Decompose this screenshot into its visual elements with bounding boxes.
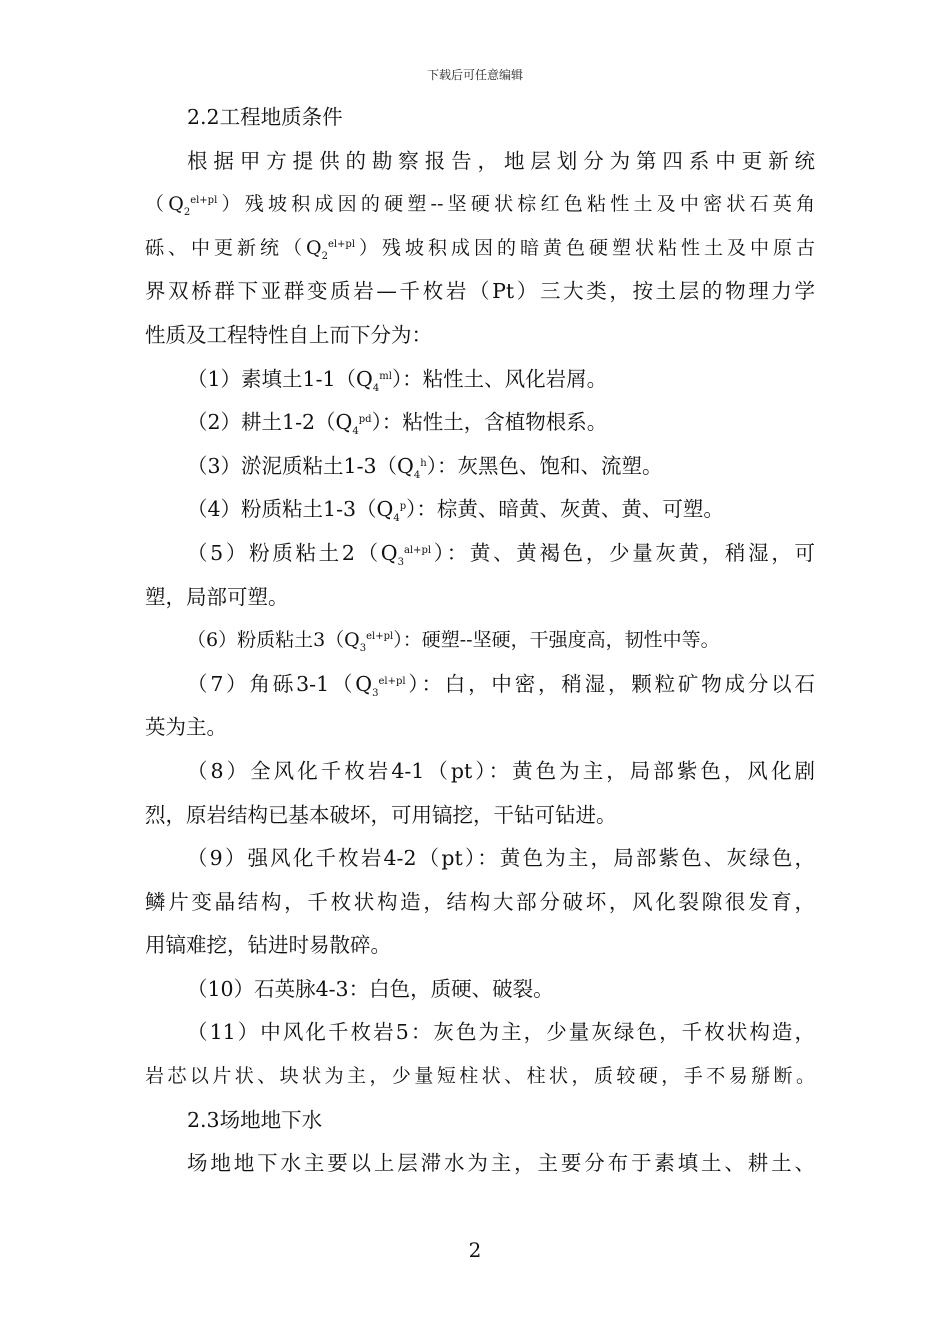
list-item-9-cont-2: 用镐难挖，钻进时易散碎。	[145, 933, 391, 958]
list-item-8-cont: 烈，原岩结构已基本破坏，可用镐挖，干钻可钻进。	[145, 802, 617, 827]
list-item-11-cont: 岩芯以片状、块状为主，少量短柱状、柱状，质较硬，手不易掰断。	[145, 1065, 815, 1088]
list-item-7-cont: 英为主。	[145, 715, 227, 740]
section-heading-2-2: 2.2工程地质条件	[187, 105, 343, 129]
list-item-11: （11）中风化千枚岩5：灰色为主，少量灰绿色，千枚状构造，	[187, 1020, 815, 1045]
list-item-9: （9）强风化千枚岩4-2（pt）：黄色为主，局部紫色、灰绿色，	[187, 846, 815, 871]
list-item-7: （7）角砾$3-1(Q_3^{el+pl})$：白，中密，稍湿，颗粒矿物成分以石	[187, 671, 815, 699]
list-item-9-cont-1: 鳞片变晶结构，千枚状构造，结构大部分破坏，风化裂隙很发育，	[145, 889, 815, 914]
list-item-8: （8）全风化千枚岩4-1（pt）：黄色为主，局部紫色，风化剧	[187, 758, 815, 783]
intro-line-4: 界双桥群下亚群变质岩—千枚岩（Pt）三大类，按土层的物理力学	[145, 279, 815, 304]
list-item-3: （3）淤泥质粘土$1-3(Q_4^h)$：灰黑色、饱和、流塑。	[187, 453, 663, 481]
page-header: 下载后可任意编辑	[426, 68, 523, 82]
list-item-2: （2）耕土$1-2(Q_4^{pd})$：粘性土，含植物根系。	[187, 410, 608, 438]
intro-line-5: 性质及工程特性自上而下分为：	[145, 322, 432, 347]
intro-line-1: 根据甲方提供的勘察报告，地层划分为第四系中更新统	[187, 148, 815, 173]
list-item-5: （5）粉质粘土$2(Q_3^{al+pl})$：黄、黄褐色，少量灰黄，稍湿，可	[187, 540, 815, 568]
intro-line-3: 砾、中更新统$(Q_2^{el+pl})$残坡积成因的暗黄色硬塑状粘性土及中原古	[145, 236, 815, 262]
page-number: 2	[468, 1238, 482, 1262]
list-item-5-cont: 塑，局部可塑。	[145, 584, 289, 609]
list-item-4: （4）粉质粘土$1-3(Q_4^p)$：棕黄、暗黄、灰黄、黄、可塑。	[187, 497, 724, 525]
groundwater-line-1: 场地地下水主要以上层滞水为主，主要分布于素填土、耕土、	[187, 1151, 815, 1176]
intro-line-2: $(Q_2^{el+pl})$残坡积成因的硬塑--坚硬状棕红色粘性土及中密状石英角	[145, 193, 816, 219]
document-body	[145, 96, 815, 1186]
section-heading-2-3: 2.3场地地下水	[187, 1107, 323, 1132]
list-item-1: （1）素填土$1-1(Q_4^{ml})$：粘性土、风化岩屑。	[187, 366, 608, 394]
list-item-10: （10）石英脉4-3：白色，质硬、破裂。	[187, 976, 554, 1001]
list-item-6: （6）粉质粘土$3(Q_3^{el+pl})$：硬塑--坚硬，干强度高，韧性中等。	[187, 629, 720, 655]
